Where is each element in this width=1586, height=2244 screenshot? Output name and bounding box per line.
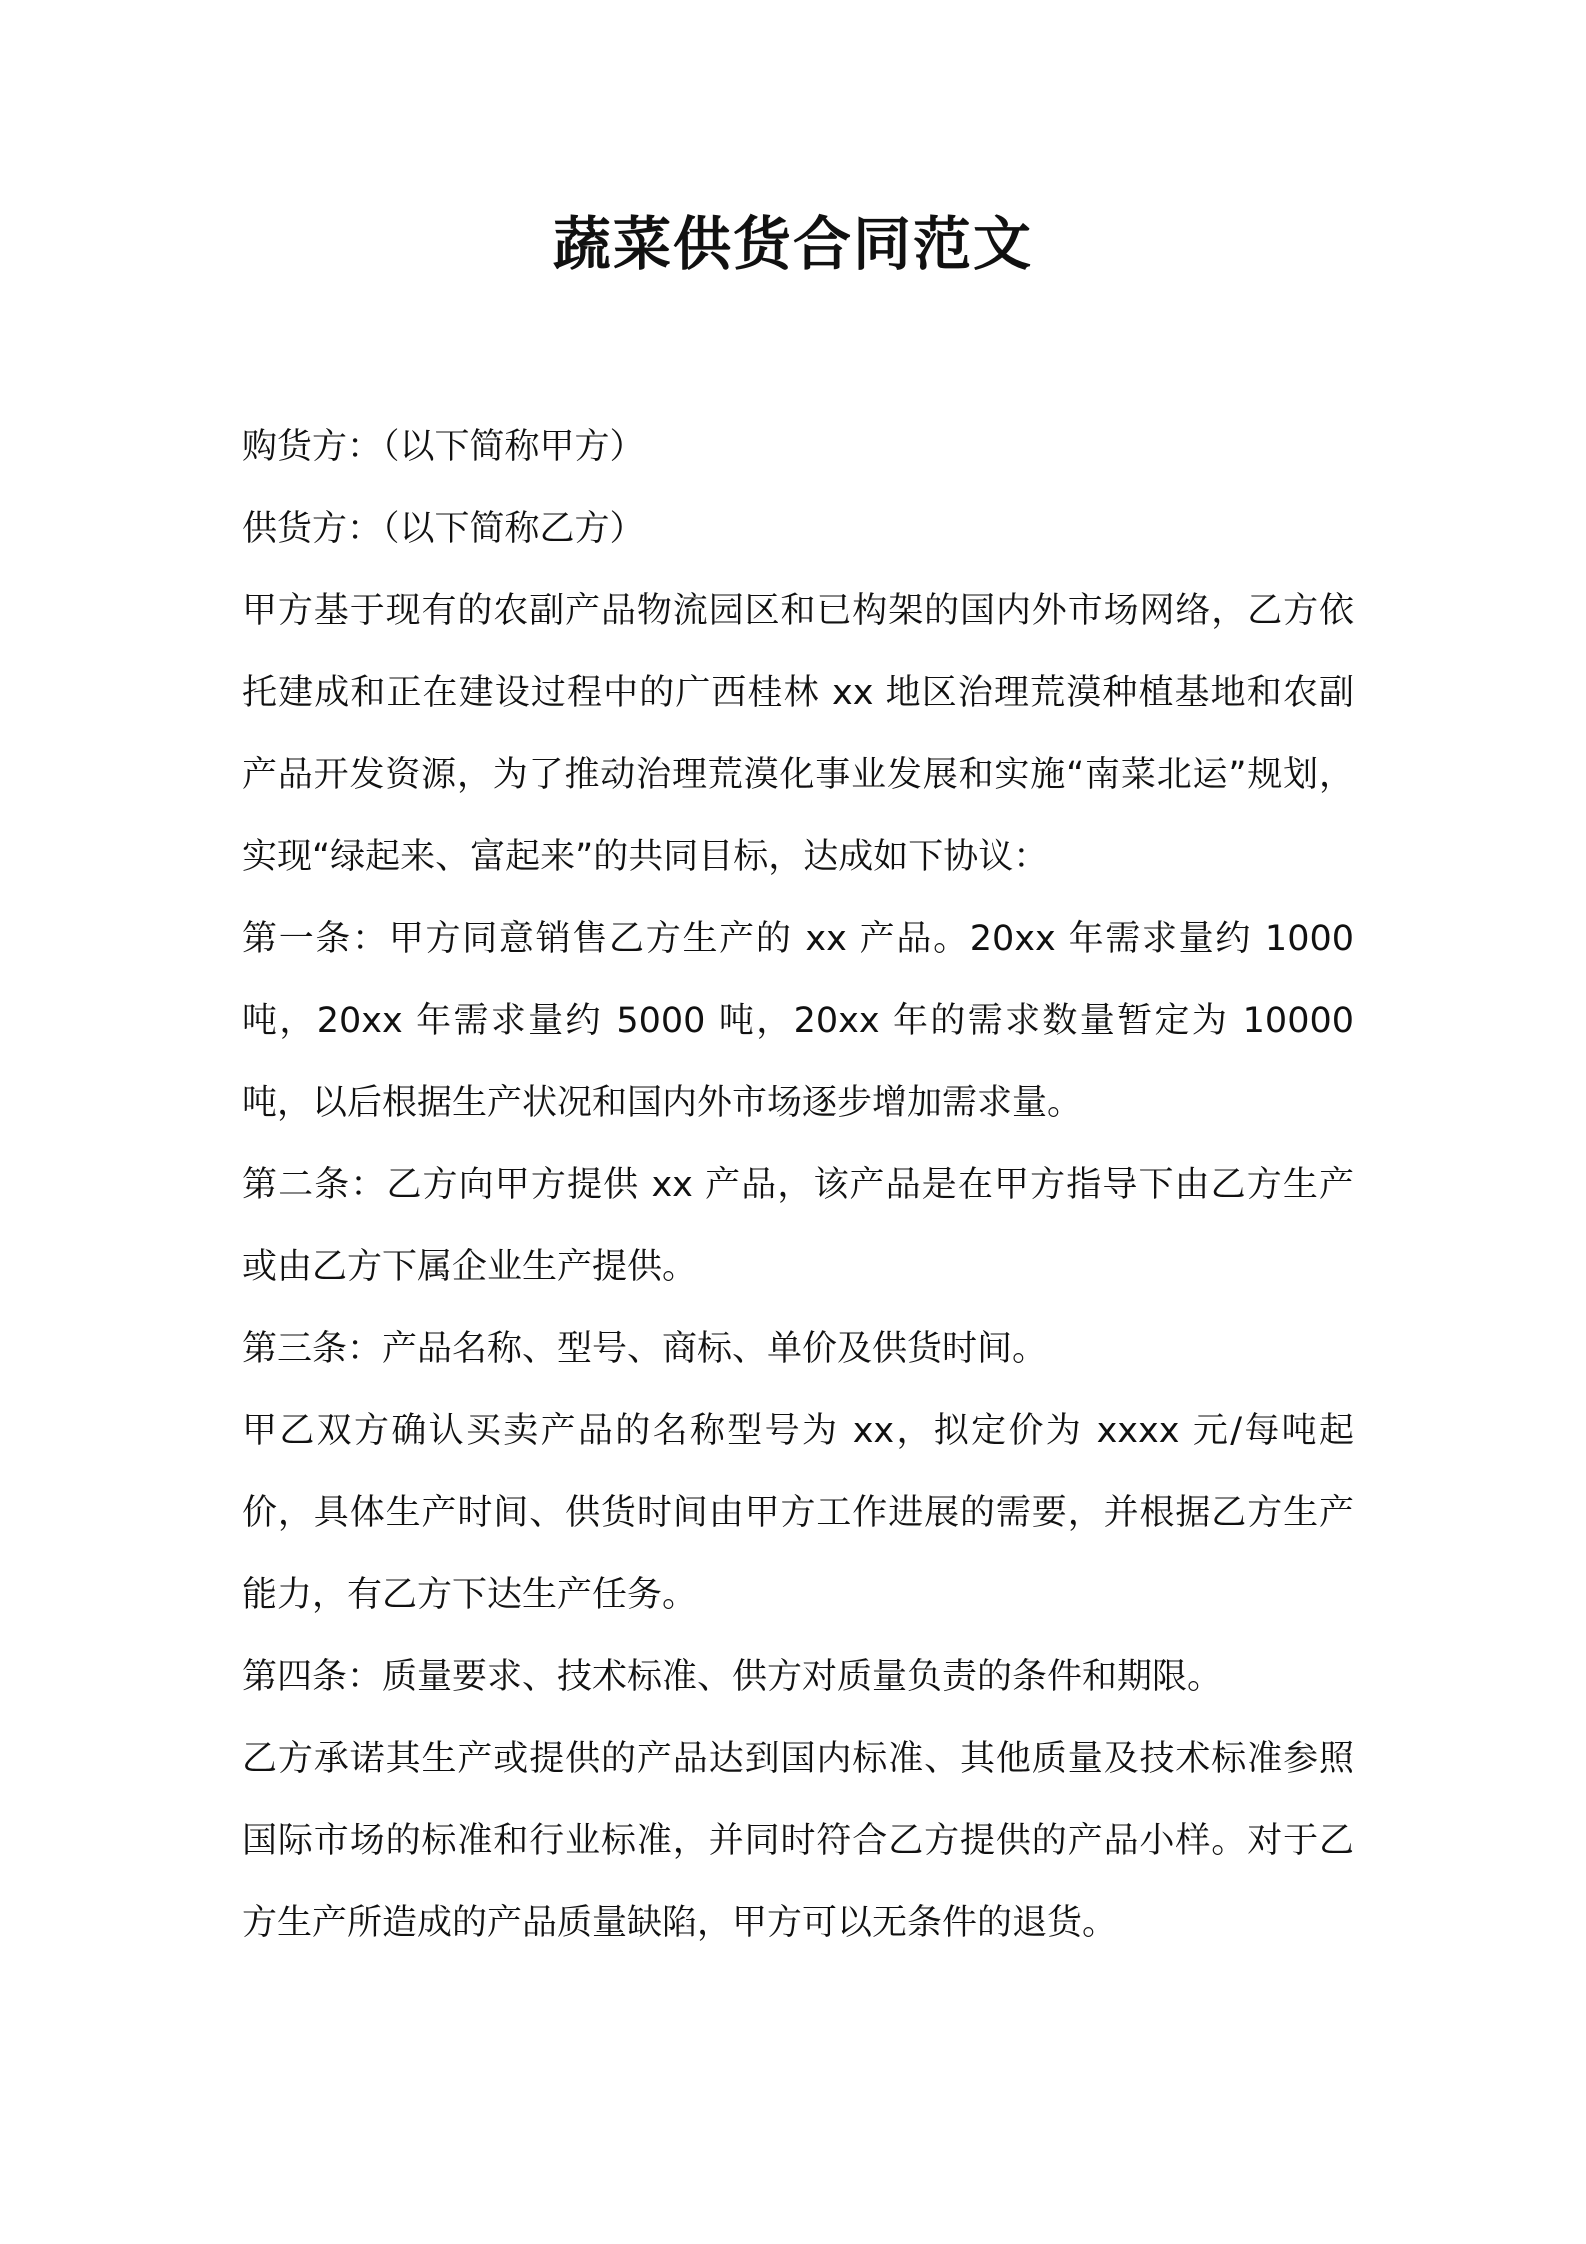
buyer-line: 购货方：（以下简称甲方）: [242, 427, 645, 467]
article-2-paragraph: 第二条：乙方向甲方提供 xx 产品，该产品是在甲方指导下由乙方生产或由乙方下属企业生产提供。: [242, 1165, 1354, 1287]
document-title: 蔬菜供货合同范文: [552, 210, 1033, 278]
article-1-paragraph: 第一条：甲方同意销售乙方生产的 xx 产品。20xx 年需求量约 1000 吨，20xx 年需求量约 5000 吨，20xx 年的需求数量暂定为 10000 吨，以后根据生产状况和国内外市场逐步增加需求量。: [242, 919, 1354, 1123]
document-body: [242, 406, 1354, 1964]
supplier-line: 供货方：（以下简称乙方）: [242, 509, 645, 549]
article-3-paragraph: 甲乙双方确认买卖产品的名称型号为 xx，拟定价为 xxxx 元/每吨起价，具体生产时间、供货时间由甲方工作进展的需要，并根据乙方生产能力，有乙方下达生产任务。: [242, 1411, 1354, 1615]
article-4-paragraph: 乙方承诺其生产或提供的产品达到国内标准、其他质量及技术标准参照国际市场的标准和行业标准，并同时符合乙方提供的产品小样。对于乙方生产所造成的产品质量缺陷，甲方可以无条件的退货。: [242, 1739, 1354, 1943]
preamble-paragraph: 甲方基于现有的农副产品物流园区和已构架的国内外市场网络，乙方依托建成和正在建设过程中的广西桂林 xx 地区治理荒漠种植基地和农副产品开发资源，为了推动治理荒漠化事业发展和实施“南菜北运”规划，实现“绿起来、富起来”的共同目标，达成如下协议：: [242, 591, 1354, 877]
article-4-heading: 第四条：质量要求、技术标准、供方对质量负责的条件和期限。: [242, 1657, 1223, 1697]
article-3-heading: 第三条：产品名称、型号、商标、单价及供货时间。: [242, 1329, 1048, 1369]
